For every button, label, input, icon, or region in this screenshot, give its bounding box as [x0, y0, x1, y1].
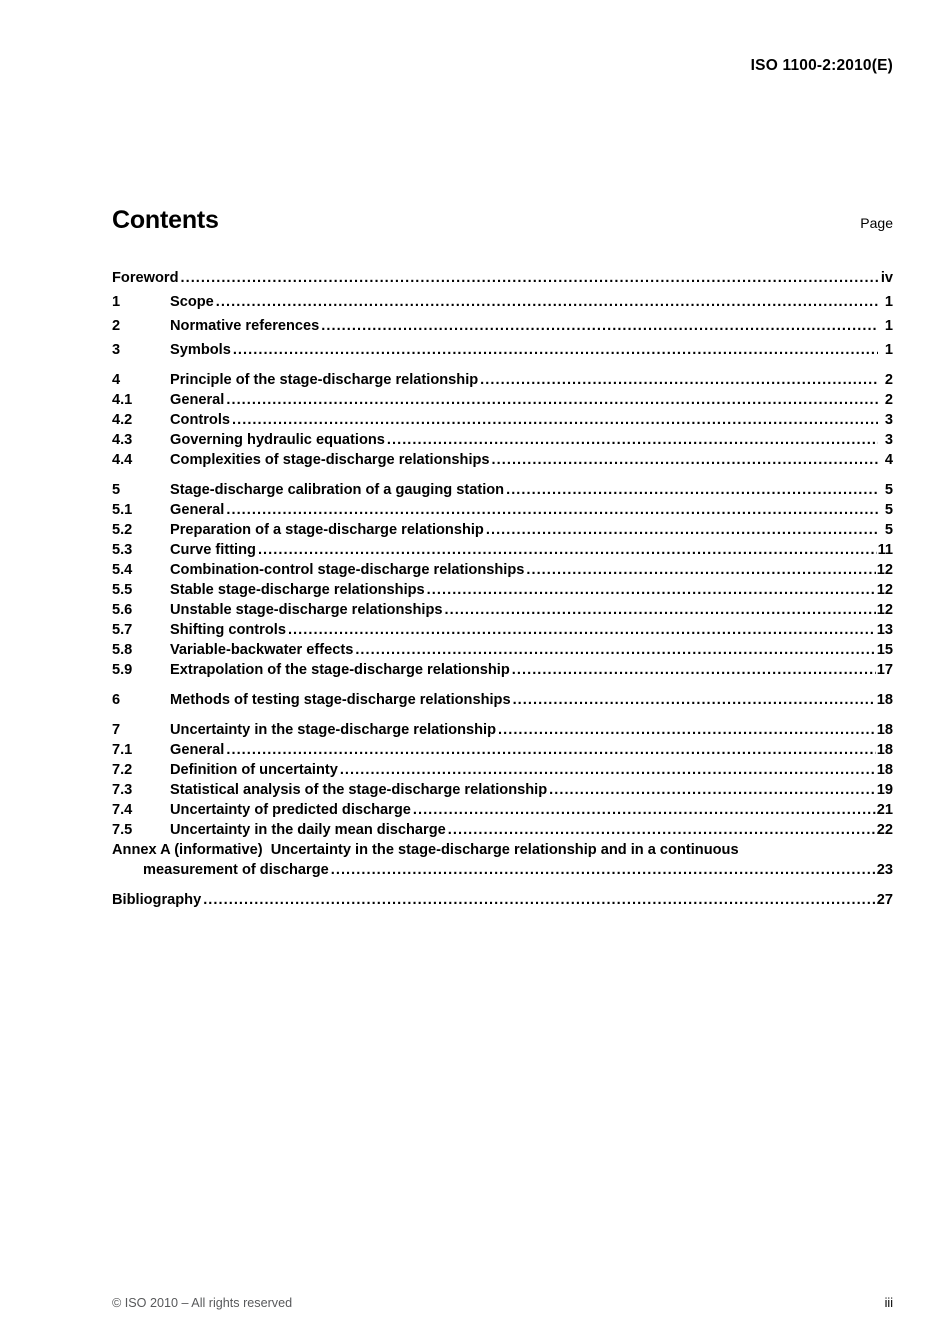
toc-entry[interactable]: [112, 292, 893, 312]
toc-entry-page: 4: [884, 452, 893, 468]
toc-dot-leader: [203, 890, 876, 905]
toc-entry-title: Extrapolation of the stage-discharge relationship: [170, 662, 510, 678]
standard-reference: ISO 1100-2:2010(E): [750, 57, 893, 74]
toc-entry-title: Principle of the stage-discharge relationship: [170, 372, 479, 388]
toc-entry-title: Complexities of stage-discharge relationships: [170, 452, 490, 468]
document-footer: [112, 1296, 893, 1310]
toc-dot-leader: [387, 430, 878, 445]
toc-entry-page: 12: [876, 582, 893, 598]
toc-entry-title: General: [170, 742, 225, 758]
toc-entry-title: Uncertainty of predicted discharge: [170, 802, 411, 818]
copyright-notice: © ISO 2010 – All rights reserved: [112, 1296, 293, 1310]
toc-entry-number: 4.3: [112, 432, 133, 448]
toc-entry[interactable]: [112, 820, 893, 840]
toc-dot-leader: [526, 560, 875, 575]
toc-entry-number: 4.2: [112, 412, 133, 428]
toc-entry[interactable]: [112, 640, 893, 660]
toc-dot-leader: [233, 340, 878, 355]
toc-entry-number: 4.4: [112, 452, 133, 468]
toc-entry-title: Stage-discharge calibration of a gauging station: [170, 482, 505, 498]
toc-dot-leader: [513, 690, 876, 705]
footer-page-number: iii: [884, 1296, 893, 1310]
toc-entry-title: General: [170, 392, 225, 408]
toc-dot-leader: [321, 316, 878, 331]
toc-entry-page: 2: [884, 392, 893, 408]
document-header: [112, 57, 893, 75]
toc-entry-title: Methods of testing stage-discharge relationships: [170, 692, 511, 708]
toc-entry-page: iv: [880, 270, 893, 286]
toc-entry-number: 4.1: [112, 392, 133, 408]
toc-entry-title: Curve fitting: [170, 542, 256, 558]
bibliography-title: Bibliography: [112, 892, 202, 908]
toc-entry[interactable]: [112, 740, 893, 760]
toc-entry[interactable]: [112, 520, 893, 540]
toc-entry-page: 22: [876, 822, 893, 838]
toc-entry-page: 1: [884, 294, 893, 310]
toc-entry-page: 18: [876, 722, 893, 738]
toc-entry-title: Controls: [170, 412, 230, 428]
toc-entry[interactable]: [112, 410, 893, 430]
toc-dot-leader: [288, 620, 876, 635]
annex-label: Annex A: [112, 842, 171, 858]
toc-entry-title: Uncertainty in the daily mean discharge: [170, 822, 446, 838]
toc-dot-leader: [486, 520, 878, 535]
toc-dot-leader: [427, 580, 876, 595]
toc-entry-page: 5: [884, 482, 893, 498]
annex-qualifier: (informative): [174, 842, 263, 858]
toc-entry-number: 5.3: [112, 542, 133, 558]
toc-entry-page: 5: [884, 522, 893, 538]
toc-entry-number: 7.1: [112, 742, 133, 758]
toc-entry-page: 12: [876, 562, 893, 578]
toc-entry[interactable]: [112, 500, 893, 520]
toc-dot-leader: [506, 480, 878, 495]
toc-dot-leader: [331, 860, 876, 875]
toc-entry-number: 5: [112, 482, 121, 498]
toc-entry-number: 5.8: [112, 642, 133, 658]
toc-entry[interactable]: [112, 390, 893, 410]
toc-entry-number: 7: [112, 722, 121, 738]
bibliography-page: 27: [876, 892, 893, 908]
toc-entry-number: 4: [112, 372, 121, 388]
toc-entry[interactable]: [112, 480, 893, 500]
toc-entry[interactable]: [112, 560, 893, 580]
toc-entry[interactable]: [112, 800, 893, 820]
toc-entry-title: Statistical analysis of the stage-discharge relationship: [170, 782, 548, 798]
toc-dot-leader: [226, 500, 878, 515]
toc-entry-title: Variable-backwater effects: [170, 642, 354, 658]
toc-entry[interactable]: [112, 340, 893, 360]
page-title: Contents: [112, 206, 219, 234]
toc-entry-title: Foreword: [112, 270, 179, 286]
toc-entry-number: 7.3: [112, 782, 133, 798]
toc-entry-page: 5: [884, 502, 893, 518]
toc-entry-page: 18: [876, 692, 893, 708]
toc-entry-page: 2: [884, 372, 893, 388]
toc-entry-title: Symbols: [170, 342, 231, 358]
toc-dot-leader: [549, 780, 876, 795]
toc-entry-page: 3: [884, 432, 893, 448]
toc-entry-number: 5.9: [112, 662, 133, 678]
toc-dot-leader: [445, 600, 876, 615]
toc-dot-leader: [498, 720, 876, 735]
toc-dot-leader: [340, 760, 876, 775]
toc-dot-leader: [226, 740, 875, 755]
toc-dot-leader: [216, 292, 878, 307]
toc-entry-bibliography[interactable]: [112, 890, 893, 910]
toc-dot-leader: [480, 370, 878, 385]
annex-title-line-2: [112, 860, 893, 880]
toc-entry[interactable]: [112, 600, 893, 620]
toc-dot-leader: [413, 800, 876, 815]
annex-title-text-1: Uncertainty in the stage-discharge relationship and in a continuous: [270, 842, 739, 858]
annex-title-line-1: [112, 840, 893, 860]
toc-entry-number: 5.5: [112, 582, 133, 598]
toc-entry-page: 18: [876, 742, 893, 758]
toc-dot-leader: [258, 540, 877, 555]
toc-dot-leader: [232, 410, 878, 425]
toc-entry-title: Governing hydraulic equations: [170, 432, 385, 448]
toc-entry-page: 15: [876, 642, 893, 658]
toc-entry-title: Uncertainty in the stage-discharge relationship: [170, 722, 497, 738]
toc-entry[interactable]: [112, 430, 893, 450]
toc-entry-number: 5.4: [112, 562, 133, 578]
toc-entry-number: 5.7: [112, 622, 133, 638]
table-of-contents: [112, 268, 893, 910]
toc-entry-page: 11: [877, 542, 893, 558]
toc-entry-title: Preparation of a stage-discharge relationship: [170, 522, 484, 538]
toc-entry-number: 1: [112, 294, 121, 310]
toc-entry-page: 21: [876, 802, 893, 818]
toc-entry[interactable]: [112, 268, 893, 288]
toc-entry[interactable]: [112, 620, 893, 640]
toc-entry-title: General: [170, 502, 225, 518]
toc-entry-number: 2: [112, 318, 121, 334]
annex-page: 23: [876, 862, 893, 878]
toc-entry[interactable]: [112, 690, 893, 710]
toc-entry-number: 7.2: [112, 762, 133, 778]
toc-entry-title: Combination-control stage-discharge relationships: [170, 562, 525, 578]
toc-entry-number: 3: [112, 342, 121, 358]
toc-entry[interactable]: [112, 780, 893, 800]
toc-dot-leader: [180, 268, 878, 283]
toc-entry-page: 13: [876, 622, 893, 638]
toc-dot-leader: [226, 390, 878, 405]
toc-entry-page: 12: [876, 602, 893, 618]
toc-dot-leader: [512, 660, 876, 675]
page-column-label: Page: [860, 215, 893, 231]
toc-entry-title: Normative references: [170, 318, 320, 334]
toc-entry-number: 5.2: [112, 522, 133, 538]
toc-entry-title: Stable stage-discharge relationships: [170, 582, 425, 598]
toc-entry-number: 5.1: [112, 502, 133, 518]
toc-entry-title: Definition of uncertainty: [170, 762, 338, 778]
toc-entry-title: Shifting controls: [170, 622, 286, 638]
toc-entry-page: 19: [876, 782, 893, 798]
toc-entry[interactable]: [112, 370, 893, 390]
toc-dot-leader: [492, 450, 878, 465]
toc-entry-title: Unstable stage-discharge relationships: [170, 602, 443, 618]
toc-entry[interactable]: [112, 580, 893, 600]
toc-entry[interactable]: [112, 660, 893, 680]
toc-entry-page: 17: [876, 662, 893, 678]
toc-entry[interactable]: [112, 450, 893, 470]
toc-dot-leader: [355, 640, 875, 655]
toc-entry-title: Scope: [170, 294, 214, 310]
toc-entry-number: 6: [112, 692, 121, 708]
toc-entry-page: 18: [876, 762, 893, 778]
toc-entry-number: 5.6: [112, 602, 133, 618]
toc-entry[interactable]: [112, 316, 893, 336]
toc-entry-number: 7.5: [112, 822, 133, 838]
toc-entry-annex[interactable]: [112, 840, 893, 880]
toc-entry[interactable]: [112, 760, 893, 780]
contents-header: [112, 206, 893, 235]
toc-dot-leader: [448, 820, 876, 835]
toc-entry-page: 1: [884, 342, 893, 358]
toc-entry[interactable]: [112, 720, 893, 740]
toc-entry-page: 3: [884, 412, 893, 428]
toc-entry[interactable]: [112, 540, 893, 560]
toc-entry-number: 7.4: [112, 802, 133, 818]
annex-title-text-2: measurement of discharge: [143, 862, 329, 878]
toc-entry-page: 1: [884, 318, 893, 334]
